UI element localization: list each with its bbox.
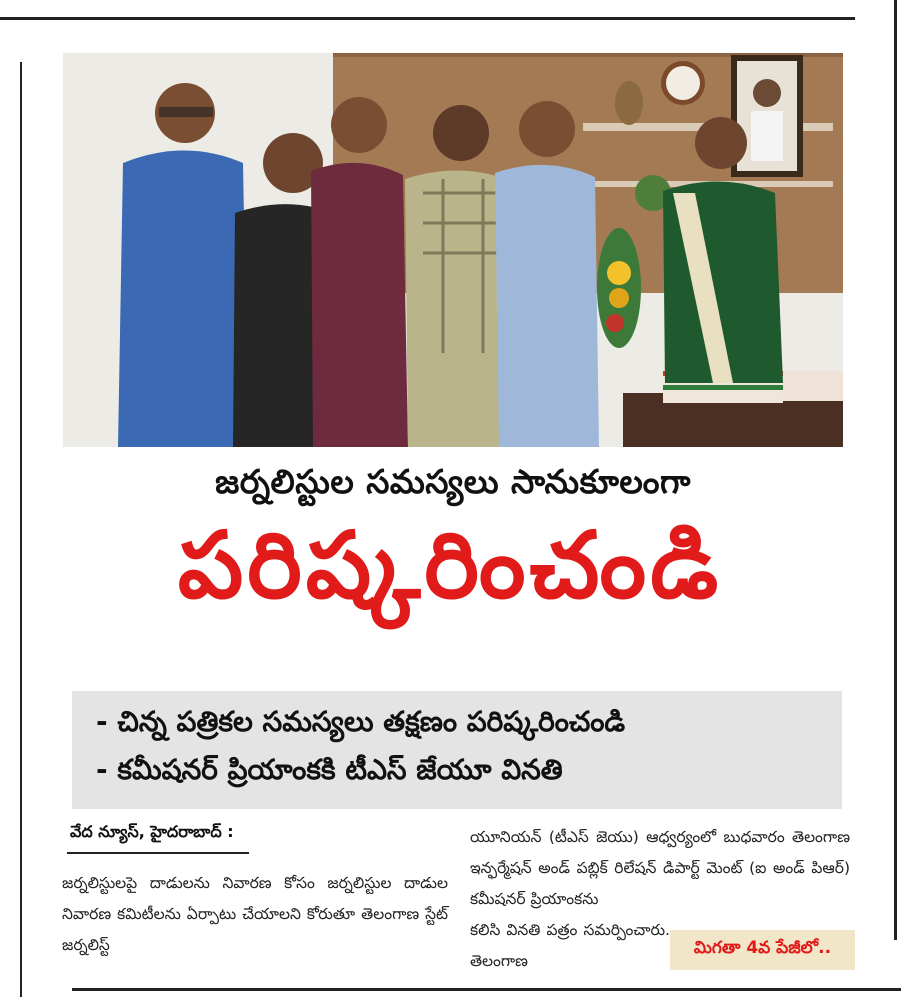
body-paragraph: యూనియన్ (టీఎస్ జెయు) ఆధ్వర్యంలో బుధవారం తెలంగాణ ఇన్ఫర్మేషన్ అండ్ పబ్లిక్ రిలేషన్ డిపార్ట్ మెంట్ (ఐ అండ్ పిఆర్) కమీషనర్ ప్రియాంకను [470, 828, 850, 908]
subhead-line: - చిన్న పత్రికల సమస్యలు తక్షణం పరిష్కరించండి [96, 705, 626, 738]
top-rule [0, 17, 855, 20]
headline: పరిష్కరించండి [177, 512, 723, 619]
dateline-underline [67, 852, 249, 854]
headline-kicker: జర్నలిస్టుల సమస్యలు సానుకూలంగా [215, 462, 691, 501]
bottom-rule [72, 988, 901, 991]
body-column-1: జర్నలిస్టులపై దాడులను నివారణ కోసం జర్నలిస్టుల దాడుల నివారణ కమిటీలను ఏర్పాటు చేయాలని కోరుతూ తెలంగాణ స్టేట్ జర్నలిస్ట్ [62, 874, 448, 954]
dateline: వేద న్యూస్, హైదరాబాద్ : [70, 822, 234, 841]
subhead-box [72, 691, 842, 809]
body-paragraph: కలిసి వినతి పత్రం సమర్పించారు. తెలంగాణ [470, 921, 670, 970]
news-photo [63, 53, 843, 447]
subhead-line: - కమీషనర్ ప్రియాంకకి టీఎస్ జేయూ వినతి [96, 753, 563, 786]
right-rule [894, 0, 897, 940]
continued-on-page-box: మిగతా 4వ పేజీలో.. [670, 930, 855, 970]
left-column-rule [20, 62, 22, 997]
